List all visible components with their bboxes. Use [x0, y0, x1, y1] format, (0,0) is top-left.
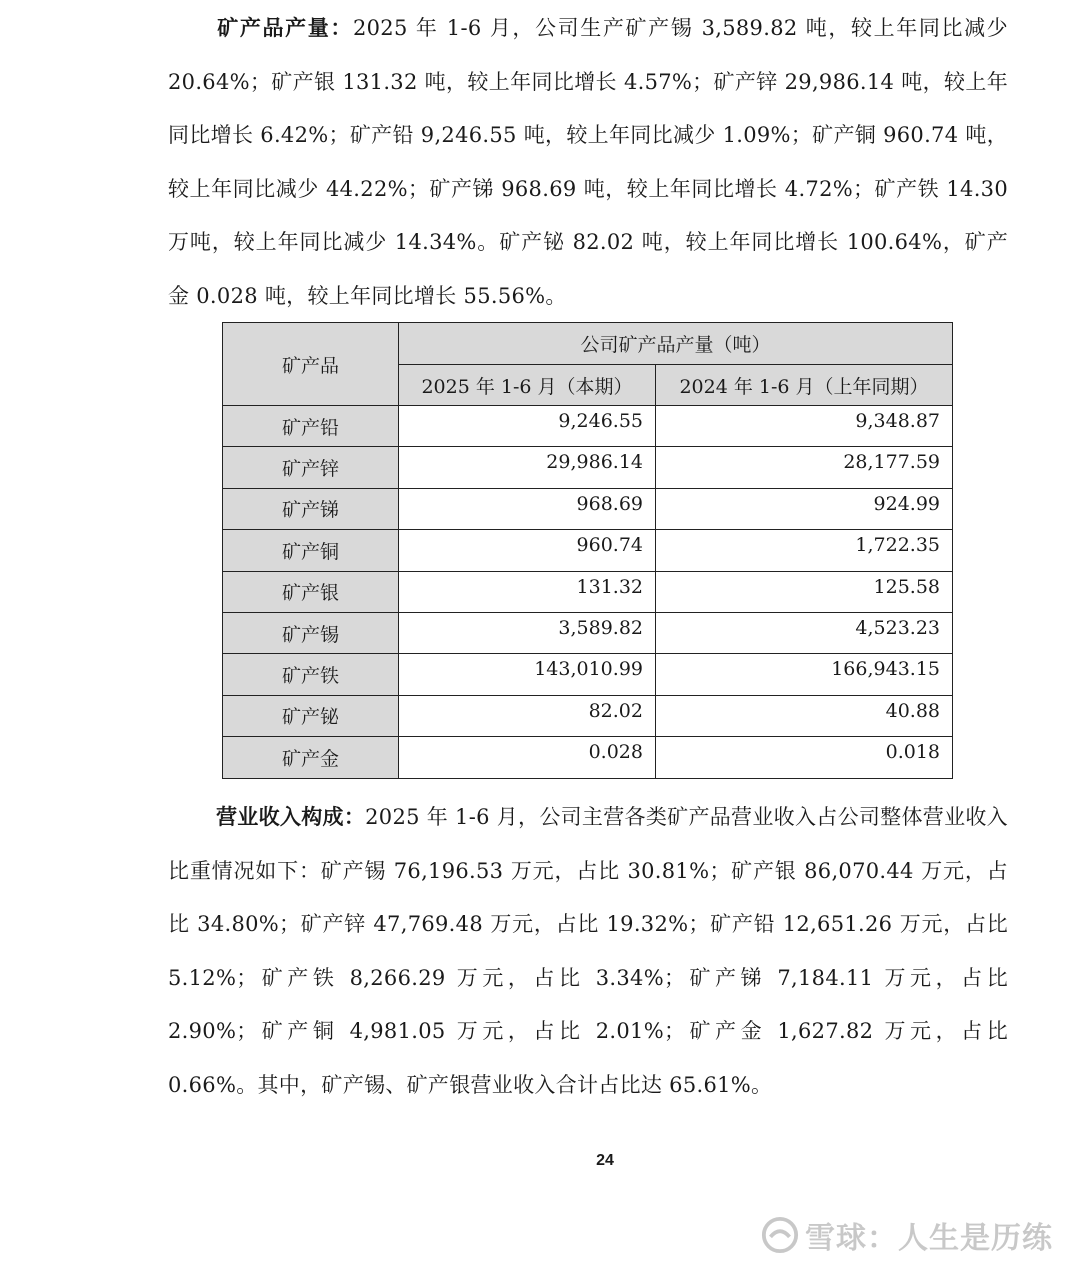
table-row [223, 530, 953, 571]
table-col-prior: 2024 年 1-6 月（上年同期） [656, 365, 953, 406]
row-prior-value: 4,523.23 [656, 612, 953, 653]
row-mineral-name: 矿产金 [223, 737, 399, 778]
row-mineral-name: 矿产铜 [223, 530, 399, 571]
row-current-value: 131.32 [399, 571, 656, 612]
row-prior-value: 924.99 [656, 488, 953, 529]
table-row [223, 406, 953, 447]
production-table [222, 322, 953, 779]
table-row [223, 695, 953, 736]
table-row [223, 571, 953, 612]
row-mineral-name: 矿产锌 [223, 447, 399, 488]
table-row [223, 654, 953, 695]
production-text: 2025 年 1-6 月，公司生产矿产锡 3,589.82 吨，较上年同比减少 20.64%；矿产银 131.32 吨，较上年同比增长 4.57%；矿产锌 29,986.14 吨，较上年同比增长 6.42%；矿产铅 9,246.55 吨，较上年同比减少 1.09%；矿产铜 960.74 吨，较上年同比减少 44.22%；矿产锑 968.69 吨，较上年同比增长 4.72%；矿产铁 14.30 万吨，较上年同比减少 14.34%。矿产铋 82.02 吨，较上年同比增长 100.64%，矿产金 0.028 吨，较上年同比增长 55.56%。 [168, 16, 1008, 308]
table-row [223, 447, 953, 488]
row-mineral-name: 矿产锑 [223, 488, 399, 529]
row-current-value: 29,986.14 [399, 447, 656, 488]
row-mineral-name: 矿产银 [223, 571, 399, 612]
table-col-current: 2025 年 1-6 月（本期） [399, 365, 656, 406]
row-prior-value: 166,943.15 [656, 654, 953, 695]
row-prior-value: 9,348.87 [656, 406, 953, 447]
row-prior-value: 40.88 [656, 695, 953, 736]
row-prior-value: 1,722.35 [656, 530, 953, 571]
table-body [223, 406, 953, 779]
table-row [223, 488, 953, 529]
revenue-lead: 营业收入构成： [216, 805, 366, 829]
row-prior-value: 28,177.59 [656, 447, 953, 488]
row-current-value: 0.028 [399, 737, 656, 778]
table-row [223, 737, 953, 778]
row-current-value: 960.74 [399, 530, 656, 571]
production-lead: 矿产品产量： [216, 16, 353, 40]
revenue-text: 2025 年 1-6 月，公司主营各类矿产品营业收入占公司整体营业收入比重情况如下：矿产锡 76,196.53 万元，占比 30.81%；矿产银 86,070.44 万元，占比 34.80%；矿产锌 47,769.48 万元，占比 19.32%；矿产铅 12,651.26 万元，占比 5.12%；矿产铁 8,266.29 万元，占比 3.34%；矿产锑 7,184.11 万元，占比 2.90%；矿产铜 4,981.05 万元，占比 2.01%；矿产金 1,627.82 万元，占比 0.66%。其中，矿产锡、矿产银营业收入合计占比达 65.61%。 [168, 805, 1008, 1097]
table-row [223, 612, 953, 653]
table-group-header: 公司矿产品产量（吨） [399, 323, 953, 365]
row-prior-value: 0.018 [656, 737, 953, 778]
watermark-text: 雪球：人生是历练 [805, 1221, 1053, 1256]
row-mineral-name: 矿产铁 [223, 654, 399, 695]
snowball-logo-icon [761, 1216, 799, 1254]
table-corner-header: 矿产品 [223, 323, 399, 406]
row-mineral-name: 矿产铅 [223, 406, 399, 447]
row-current-value: 143,010.99 [399, 654, 656, 695]
row-current-value: 9,246.55 [399, 406, 656, 447]
row-mineral-name: 矿产锡 [223, 612, 399, 653]
row-prior-value: 125.58 [656, 571, 953, 612]
row-mineral-name: 矿产铋 [223, 695, 399, 736]
production-paragraph [168, 2, 1008, 324]
revenue-paragraph [168, 791, 1008, 1113]
row-current-value: 968.69 [399, 488, 656, 529]
row-current-value: 82.02 [399, 695, 656, 736]
watermark [761, 1213, 1053, 1257]
row-current-value: 3,589.82 [399, 612, 656, 653]
page-number: 24 [596, 1152, 614, 1169]
